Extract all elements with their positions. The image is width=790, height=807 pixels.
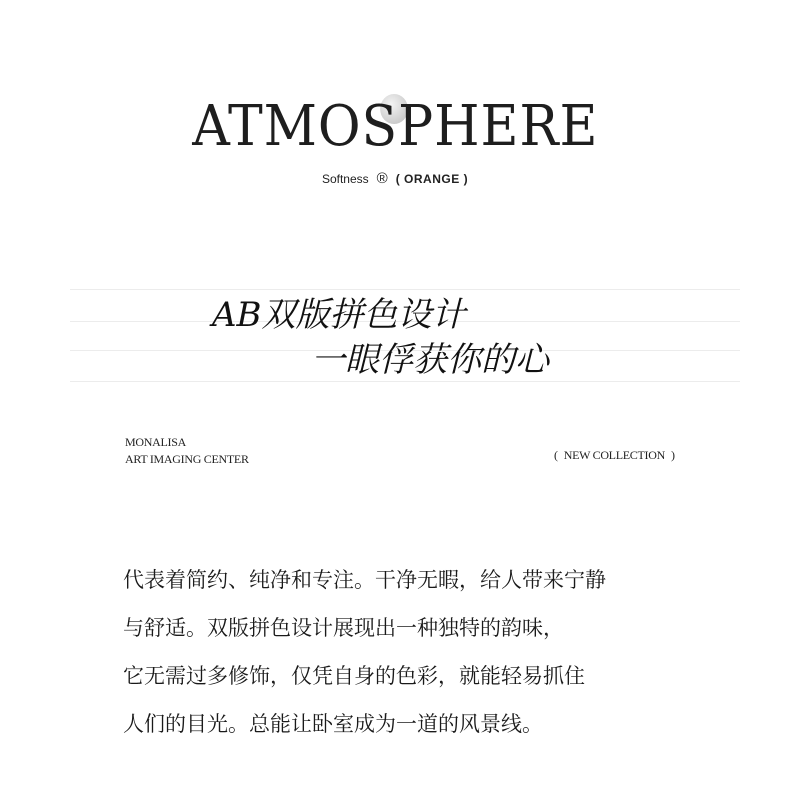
slogan-line-1: AB双版拼色设计	[212, 295, 466, 335]
body-line: 与舒适。双版拼色设计展现出一种独特的韵味，	[123, 616, 564, 640]
divider-rule	[70, 289, 740, 290]
caption-studio-line-1: MONALISA	[125, 435, 186, 449]
body-line: 人们的目光。总能让卧室成为一道的风景线。	[123, 712, 543, 736]
body-paragraph	[123, 560, 683, 752]
brand-header	[0, 92, 790, 187]
brand-logo	[192, 92, 598, 162]
caption-collection: ( NEW COLLECTION )	[554, 448, 675, 462]
caption-collection-text: NEW COLLECTION	[563, 448, 665, 462]
caption-studio	[125, 434, 249, 468]
brand-subtitle-row	[0, 170, 790, 187]
brand-tag: ( ORANGE )	[395, 171, 469, 186]
slogan-line-2: 一眼俘获你的心	[311, 340, 549, 380]
registered-mark-icon: ®	[376, 170, 388, 187]
body-line: 代表着简约、纯净和专注。干净无暇，给人带来宁静	[123, 568, 606, 592]
caption-studio-line-2: ART IMAGING CENTER	[125, 452, 249, 466]
body-line: 它无需过多修饰，仅凭自身的色彩，就能轻易抓住	[123, 664, 585, 688]
divider-rule	[70, 381, 740, 382]
brand-wordmark: ATMOSPHERE	[191, 94, 599, 159]
brand-subtitle: Softness	[321, 171, 369, 186]
